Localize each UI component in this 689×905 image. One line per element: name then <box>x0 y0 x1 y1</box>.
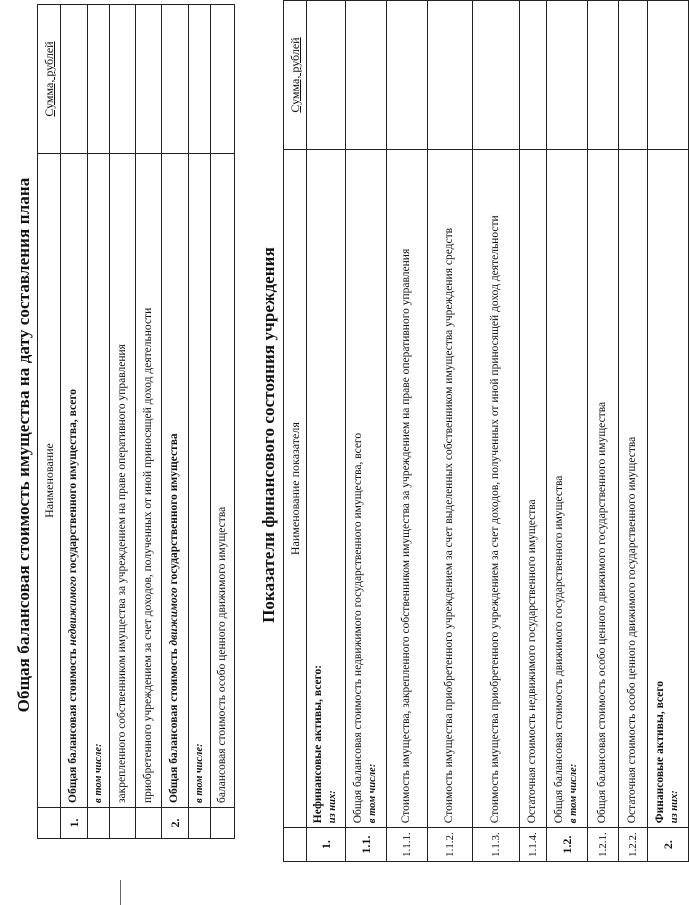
table-header-row <box>38 5 61 839</box>
row-sum-value <box>211 5 235 154</box>
row-number <box>88 808 110 839</box>
row-number: 2. <box>162 808 189 839</box>
row-label-text: закрепленного собственником имущества за учреждением на праве оперативного управления <box>115 344 128 803</box>
row-sum-value <box>110 5 136 154</box>
row-label-text: в том числе: <box>367 763 378 824</box>
row-sum-value <box>588 1 619 150</box>
row-label <box>346 150 387 828</box>
row-sum-value <box>387 1 428 150</box>
row-label <box>162 154 189 808</box>
table-row <box>648 1 689 862</box>
table-row <box>520 1 547 862</box>
row-number: 1. <box>61 808 88 839</box>
column-header-name: Наименование <box>38 154 61 808</box>
row-label-text: Остаточная стоимость особо ценного движимого государственного имущества <box>626 436 639 824</box>
row-label-text: балансовая стоимость особо ценного движимого имущества <box>215 506 228 803</box>
row-label <box>307 150 346 828</box>
column-header-sum: Сумма, рублей <box>38 5 61 154</box>
table-row <box>473 1 520 862</box>
row-label <box>473 150 520 828</box>
row-sum-value <box>307 1 346 150</box>
row-number <box>211 808 235 839</box>
row-label-text: Стоимость имущества, закрепленного собственником имущества за учреждением на праве оперативного управления <box>400 248 413 824</box>
row-sum-value <box>473 1 520 150</box>
row-sum-value <box>88 5 110 154</box>
property-value-table-body <box>61 5 235 839</box>
table-row <box>162 5 189 839</box>
row-label <box>428 150 473 828</box>
table-row <box>619 1 648 862</box>
property-value-table <box>37 4 235 839</box>
row-sum-value <box>428 1 473 150</box>
section-title-financial-state: Показатели финансового состояния учреждения <box>259 247 278 623</box>
table-row <box>189 5 211 839</box>
row-label-text: Общая балансовая стоимость недвижимого государственного имущества, всего <box>352 432 365 824</box>
row-label-text: движимого <box>168 587 181 646</box>
row-label-text: Общая балансовая стоимость движимого государственного имущества <box>553 475 566 824</box>
row-sum-value <box>547 1 588 150</box>
table-row <box>110 5 136 839</box>
table-row <box>61 5 88 839</box>
row-label <box>520 150 547 828</box>
row-number: 1.1.4. <box>520 828 547 862</box>
row-label-text: приобретенного учреждением за счет доходов, полученных от иной приносящей доход деятельности <box>141 307 154 803</box>
row-label-text: недвижимого <box>67 576 80 646</box>
row-label-text: государственного имущества <box>168 433 181 588</box>
row-number <box>136 808 162 839</box>
table-row <box>211 5 235 839</box>
row-label <box>189 154 211 808</box>
row-sum-value <box>619 1 648 150</box>
column-header-indicator: Наименование показателя <box>284 150 307 828</box>
row-sum-value <box>61 5 88 154</box>
table-row <box>387 1 428 862</box>
table-row <box>588 1 619 862</box>
row-sum-value <box>162 5 189 154</box>
row-label <box>547 150 588 828</box>
row-label <box>211 154 235 808</box>
table-row <box>346 1 387 862</box>
section-title-property-value: Общая балансовая стоимость имущества на дату составления плана <box>14 177 33 713</box>
row-number <box>110 808 136 839</box>
row-label-text: Общая балансовая стоимость <box>168 645 181 803</box>
row-label <box>136 154 162 808</box>
row-label-text: в том числе: <box>92 743 104 803</box>
row-label-text: Нефинансовые активы, всего: <box>312 664 325 824</box>
row-label <box>88 154 110 808</box>
row-label-text: Финансовые активы, всего <box>654 681 667 824</box>
row-label <box>619 150 648 828</box>
financial-state-table <box>283 0 689 862</box>
table-row <box>428 1 473 862</box>
row-label-text: Стоимость имущества приобретенного учреждением за счет выделенных собственником имущества учреждения средств <box>443 227 456 824</box>
table-row <box>307 1 346 862</box>
row-label-text: в том числе: <box>193 743 205 803</box>
row-number <box>189 808 211 839</box>
row-label-text: Остаточная стоимость недвижимого государственного имущества <box>526 499 539 824</box>
financial-state-table-body <box>307 1 689 862</box>
row-sum-value <box>346 1 387 150</box>
row-sum-value <box>136 5 162 154</box>
row-label-text: государственного имущества, всего <box>67 388 80 577</box>
row-label <box>61 154 88 808</box>
row-number: 1.1.2. <box>428 828 473 862</box>
row-number: 1.1. <box>346 828 387 862</box>
row-number: 1.2.1. <box>588 828 619 862</box>
row-number: 1.2. <box>547 828 588 862</box>
row-label <box>648 150 689 828</box>
row-sum-value <box>648 1 689 150</box>
row-number: 1.1.1. <box>387 828 428 862</box>
row-sum-value <box>520 1 547 150</box>
table-header-row <box>284 1 307 862</box>
table-row <box>136 5 162 839</box>
row-number: 1.2.2. <box>619 828 648 862</box>
row-label-text: из них: <box>327 790 338 824</box>
row-number: 2. <box>648 828 689 862</box>
row-label-text: в том числе: <box>568 763 579 824</box>
row-label <box>588 150 619 828</box>
row-number: 1. <box>307 828 346 862</box>
scan-edge-mark <box>120 880 121 905</box>
row-label-text: из них: <box>669 790 680 824</box>
row-label-text: Общая балансовая стоимость <box>67 645 80 803</box>
row-number: 1.1.3. <box>473 828 520 862</box>
table-row <box>88 5 110 839</box>
table-row <box>547 1 588 862</box>
row-label <box>387 150 428 828</box>
column-header-sum: Сумма, рублей <box>284 1 307 150</box>
row-label <box>110 154 136 808</box>
row-label-text: Стоимость имущества приобретенного учреждением за счет доходов, полученных от иной приносящей доход деятельности <box>489 215 502 824</box>
row-sum-value <box>189 5 211 154</box>
row-label-text: Общая балансовая стоимость особо ценного движимого государственного имущества <box>596 401 609 824</box>
